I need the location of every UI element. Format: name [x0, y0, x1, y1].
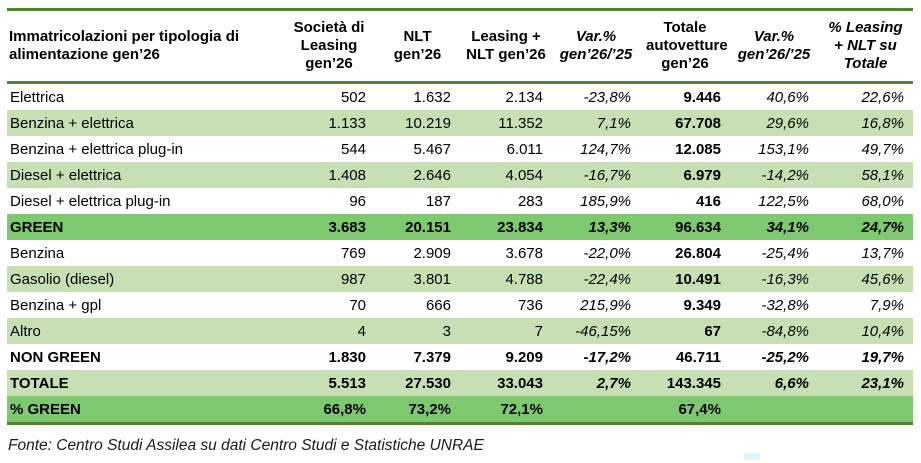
cell-leasing-nlt: 33.043 [460, 370, 552, 396]
cell-var1: -22,4% [552, 266, 640, 292]
cell-leasing-nlt: 736 [517, 296, 543, 314]
table-title-header: Immatricolazioni per tipologia di alimentazione gen’26 [7, 10, 283, 83]
table-row-non-green-subtotal [7, 344, 913, 370]
cell-leasing-nlt: 9.209 [505, 348, 543, 366]
cell-leasing: 769 [340, 244, 366, 262]
cell-leasing: 502 [340, 88, 366, 106]
cell-leasing: 1.830 [328, 348, 366, 366]
cell-nlt: 10.219 [375, 110, 460, 136]
cell-share: 68,0% [861, 192, 904, 210]
cell-leasing-nlt: 7 [460, 318, 552, 344]
cell-share: 7,9% [869, 296, 904, 314]
cell-totale: 143.345 [640, 370, 730, 396]
table-row-green-subtotal [7, 214, 913, 240]
cell-var1 [552, 396, 640, 424]
cell-var1: 2,7% [552, 370, 640, 396]
cell-var2: -84,8% [730, 318, 818, 344]
cell-nlt: 3.801 [375, 266, 460, 292]
table-body [7, 83, 913, 424]
cell-leasing: 96 [349, 192, 366, 210]
table-row-totale [7, 370, 913, 396]
cell-leasing: 4 [283, 318, 375, 344]
table-header [7, 10, 913, 83]
cell-share: 13,7% [861, 244, 904, 262]
cell-var1: 7,1% [552, 110, 640, 136]
cell-var1: -17,2% [583, 348, 631, 366]
cell-nlt: 27.530 [375, 370, 460, 396]
row-label: Benzina [10, 244, 65, 262]
column-header-leasing-nlt: Leasing + NLT gen’26 [460, 10, 552, 83]
cell-var1: -23,8% [583, 88, 631, 106]
row-label: TOTALE [7, 370, 283, 396]
row-label: Altro [7, 318, 283, 344]
column-header-totale: Totale autovetture gen’26 [640, 10, 730, 83]
cell-leasing: 66,8% [283, 396, 375, 424]
row-label: Diesel + elettrica plug-in [10, 192, 171, 210]
row-label: % GREEN [7, 396, 283, 424]
cell-share: 45,6% [818, 266, 913, 292]
cell-leasing: 5.513 [283, 370, 375, 396]
cell-var1: 215,9% [580, 296, 631, 314]
cell-share: 49,7% [861, 140, 904, 158]
cell-share [818, 396, 913, 424]
table-row-pct-green [7, 396, 913, 424]
source-note: Fonte: Centro Studi Assilea su dati Centro Studi e Statistiche UNRAE [8, 437, 484, 454]
cell-leasing-nlt: 2.134 [505, 88, 543, 106]
cell-nlt: 20.151 [375, 214, 460, 240]
cell-leasing-nlt: 23.834 [460, 214, 552, 240]
cell-nlt: 5.467 [413, 140, 451, 158]
row-label: Elettrica [10, 88, 65, 106]
registrations-by-fuel-type-table [7, 8, 913, 425]
cell-totale: 9.446 [683, 88, 721, 106]
cell-totale: 6.979 [640, 162, 730, 188]
registrations-table-container [7, 8, 913, 425]
column-header-var-totale: Var.% gen’26/’25 [730, 10, 818, 83]
table-row-diesel-elettrica [7, 162, 913, 188]
row-label: Gasolio (diesel) [7, 266, 283, 292]
table-row-elettrica [7, 83, 913, 111]
cell-totale: 67,4% [640, 396, 730, 424]
cell-nlt: 73,2% [375, 396, 460, 424]
cell-leasing: 987 [283, 266, 375, 292]
cell-share: 24,7% [818, 214, 913, 240]
cell-totale: 12.085 [675, 140, 721, 158]
cell-share: 23,1% [818, 370, 913, 396]
cell-leasing: 544 [340, 140, 366, 158]
cell-share: 10,4% [818, 318, 913, 344]
row-label: NON GREEN [10, 348, 101, 366]
cell-var2: 122,5% [758, 192, 809, 210]
cell-nlt: 666 [425, 296, 451, 314]
row-label: Benzina + elettrica plug-in [10, 140, 184, 158]
table-row-altro [7, 318, 913, 344]
cell-leasing-nlt: 6.011 [506, 140, 543, 158]
column-header-leasing: Società di Leasing gen’26 [283, 10, 375, 83]
cell-var2: 6,6% [730, 370, 818, 396]
cell-totale: 10.491 [640, 266, 730, 292]
cell-var2: 29,6% [730, 110, 818, 136]
cell-var2: 153,1% [758, 140, 809, 158]
cell-var2: -25,4% [761, 244, 809, 262]
table-row-benzina-elettrica-plugin [7, 136, 913, 162]
table-row-diesel-elettrica-plugin [7, 188, 913, 214]
cell-totale: 67.708 [640, 110, 730, 136]
cell-var2: -25,2% [761, 348, 809, 366]
cell-totale: 26.804 [675, 244, 721, 262]
cell-totale: 96.634 [640, 214, 730, 240]
cell-share: 58,1% [818, 162, 913, 188]
cell-var1: -16,7% [552, 162, 640, 188]
cell-leasing-nlt: 72,1% [460, 396, 552, 424]
row-label: Diesel + elettrica [7, 162, 283, 188]
table-row-benzina-gpl [7, 292, 913, 318]
cell-nlt: 2.909 [413, 244, 451, 262]
cell-totale: 67 [640, 318, 730, 344]
cell-leasing-nlt: 4.054 [460, 162, 552, 188]
cell-leasing: 3.683 [283, 214, 375, 240]
cell-totale: 416 [695, 192, 721, 210]
cell-var1: -22,0% [583, 244, 631, 262]
column-header-pct-share: % Leasing + NLT su Totale [818, 10, 913, 83]
table-row-gasolio [7, 266, 913, 292]
cell-var1: -46,15% [552, 318, 640, 344]
cell-nlt: 1.632 [413, 88, 451, 106]
cell-var2: -14,2% [730, 162, 818, 188]
cell-totale: 9.349 [683, 296, 721, 314]
row-label: GREEN [7, 214, 283, 240]
cell-var2 [730, 396, 818, 424]
cell-share: 19,7% [861, 348, 904, 366]
cell-var2: -32,8% [761, 296, 809, 314]
cell-var1: 13,3% [552, 214, 640, 240]
row-label: Benzina + elettrica [7, 110, 283, 136]
cell-var2: 40,6% [766, 88, 809, 106]
cell-totale: 46.711 [675, 348, 721, 366]
row-label: Benzina + gpl [10, 296, 102, 314]
table-row-benzina-elettrica [7, 110, 913, 136]
cell-var2: -16,3% [730, 266, 818, 292]
cell-leasing: 1.133 [283, 110, 375, 136]
cell-var1: 124,7% [580, 140, 631, 158]
cell-leasing-nlt: 283 [517, 192, 543, 210]
column-header-var-leasing: Var.% gen’26/’25 [552, 10, 640, 83]
cell-nlt: 187 [425, 192, 451, 210]
cell-nlt: 2.646 [375, 162, 460, 188]
cell-var2: 34,1% [730, 214, 818, 240]
cell-var1: 185,9% [580, 192, 631, 210]
table-row-benzina [7, 240, 913, 266]
cell-leasing-nlt: 4.788 [460, 266, 552, 292]
cell-leasing: 1.408 [283, 162, 375, 188]
cell-nlt: 3 [375, 318, 460, 344]
watermark-artifact [744, 453, 760, 460]
cell-nlt: 7.379 [413, 348, 451, 366]
cell-share: 22,6% [861, 88, 904, 106]
cell-leasing-nlt: 11.352 [460, 110, 552, 136]
cell-share: 16,8% [818, 110, 913, 136]
header-row [7, 10, 913, 83]
cell-leasing: 70 [349, 296, 366, 314]
cell-leasing-nlt: 3.678 [505, 244, 543, 262]
column-header-nlt: NLT gen’26 [375, 10, 460, 83]
